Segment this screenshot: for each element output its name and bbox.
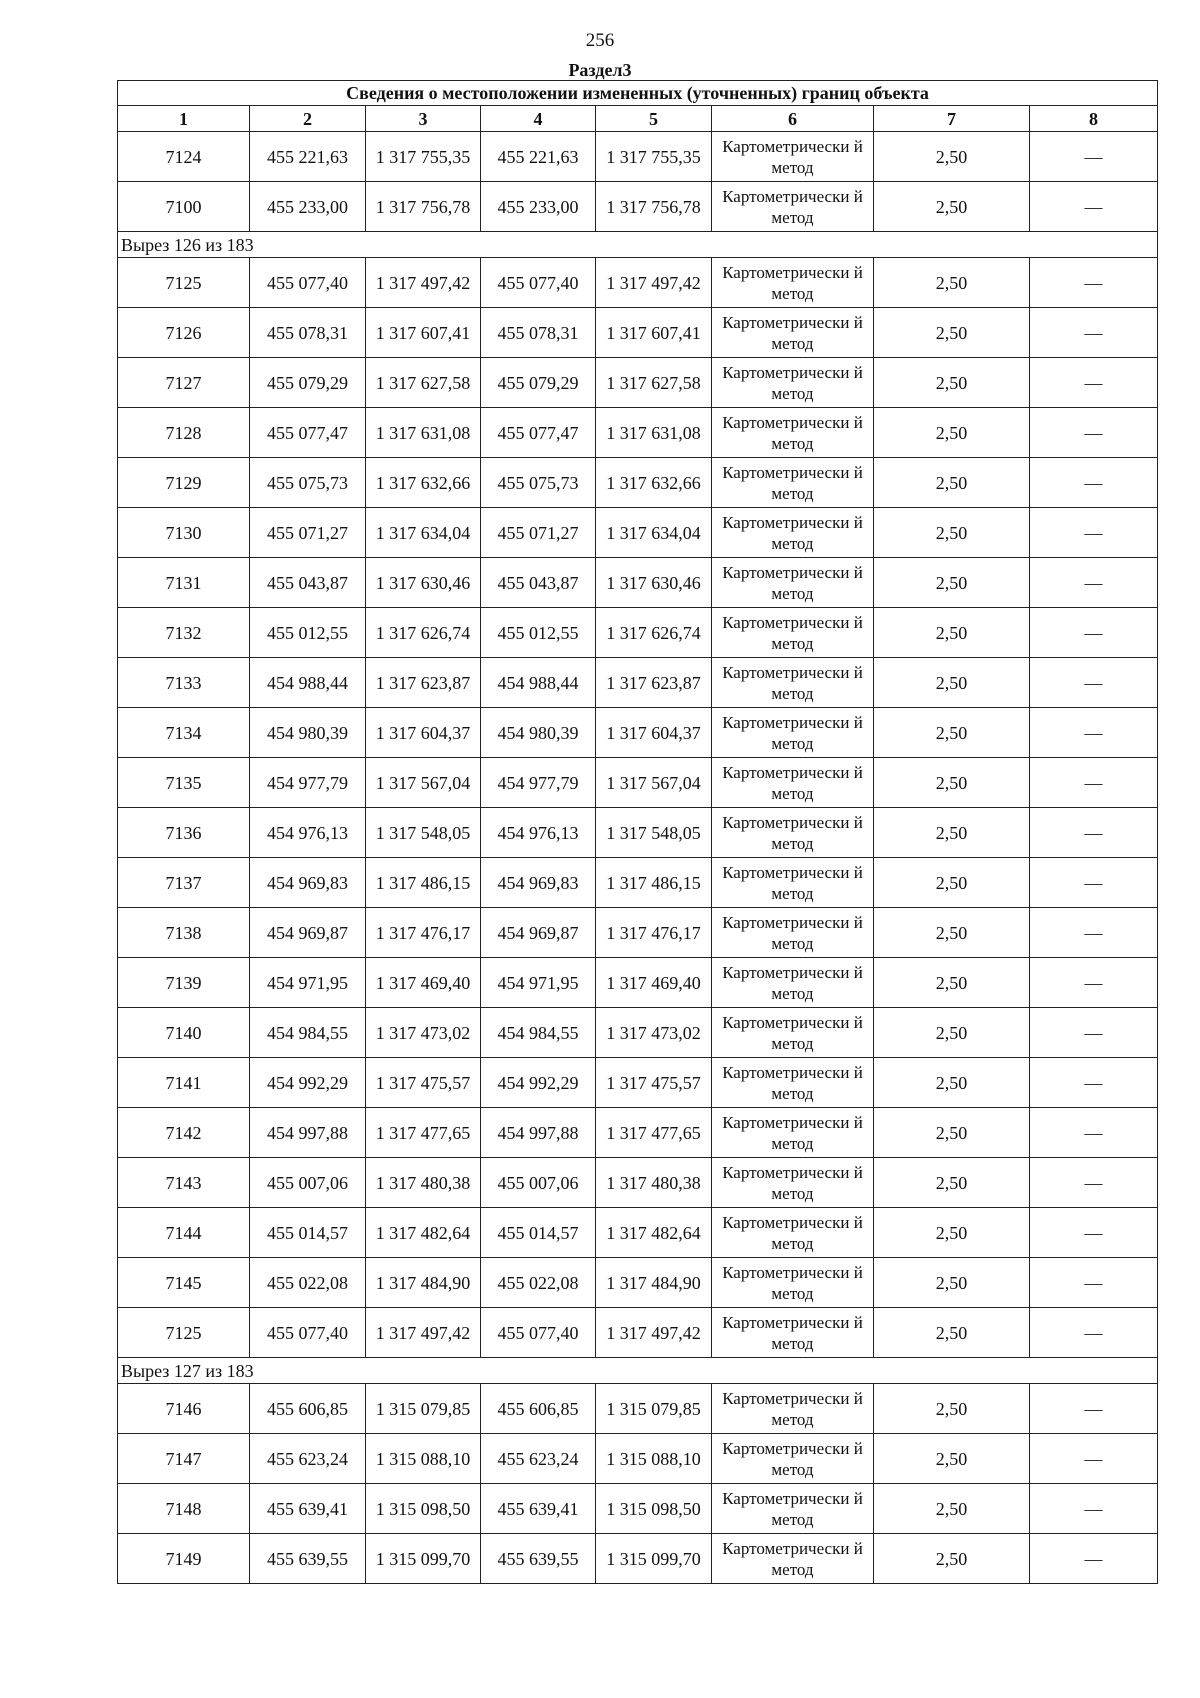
table-cell: Картометрически й метод bbox=[712, 658, 874, 708]
table-cell: 2,50 bbox=[874, 1158, 1030, 1208]
table-cell: — bbox=[1030, 1208, 1158, 1258]
table-cell: 1 317 607,41 bbox=[596, 308, 712, 358]
table-cell: 1 317 497,42 bbox=[366, 258, 481, 308]
table-cell: 454 984,55 bbox=[481, 1008, 596, 1058]
table-cell: — bbox=[1030, 1008, 1158, 1058]
table-row bbox=[118, 708, 1158, 758]
table-cell: 455 075,73 bbox=[250, 458, 366, 508]
cut-section-label: Вырез 126 из 183 bbox=[118, 232, 1158, 258]
table-cell: 1 315 099,70 bbox=[366, 1534, 481, 1584]
table-cell: 7141 bbox=[118, 1058, 250, 1108]
table-cell: — bbox=[1030, 908, 1158, 958]
table-row bbox=[118, 1058, 1158, 1108]
table-cell: — bbox=[1030, 1308, 1158, 1358]
table-cell: Картометрически й метод bbox=[712, 458, 874, 508]
table-cell: Картометрически й метод bbox=[712, 1258, 874, 1308]
table-cell: 1 317 756,78 bbox=[596, 182, 712, 232]
table-cell: 455 012,55 bbox=[481, 608, 596, 658]
table-cell: 455 007,06 bbox=[250, 1158, 366, 1208]
table-title: Сведения о местоположении измененных (уточненных) границ объекта bbox=[118, 81, 1158, 106]
table-cell: 1 317 469,40 bbox=[596, 958, 712, 1008]
table-cell: Картометрически й метод bbox=[712, 1158, 874, 1208]
table-cell: 454 997,88 bbox=[250, 1108, 366, 1158]
table-cell: 455 078,31 bbox=[481, 308, 596, 358]
table-cell: 455 639,55 bbox=[481, 1534, 596, 1584]
table-cell: 455 606,85 bbox=[481, 1384, 596, 1434]
table-cell: — bbox=[1030, 658, 1158, 708]
table-row bbox=[118, 1258, 1158, 1308]
table-cell: 2,50 bbox=[874, 1058, 1030, 1108]
table-cell: Картометрически й метод bbox=[712, 908, 874, 958]
table-cell: — bbox=[1030, 808, 1158, 858]
table-cell: 455 221,63 bbox=[481, 132, 596, 182]
table-cell: 1 317 630,46 bbox=[596, 558, 712, 608]
table-row bbox=[118, 1208, 1158, 1258]
table-cell: 2,50 bbox=[874, 1384, 1030, 1434]
table-row bbox=[118, 458, 1158, 508]
table-cell: 2,50 bbox=[874, 658, 1030, 708]
table-cell: — bbox=[1030, 1158, 1158, 1208]
table-cell: 7126 bbox=[118, 308, 250, 358]
table-cell: 7129 bbox=[118, 458, 250, 508]
table-cell: 454 976,13 bbox=[250, 808, 366, 858]
table-body bbox=[118, 132, 1158, 1584]
table-cell: 455 077,40 bbox=[481, 258, 596, 308]
column-header: 8 bbox=[1030, 106, 1158, 132]
table-cell: Картометрически й метод bbox=[712, 858, 874, 908]
table-row bbox=[118, 758, 1158, 808]
table-cell: Картометрически й метод bbox=[712, 808, 874, 858]
table-row bbox=[118, 182, 1158, 232]
table-cell: 1 317 623,87 bbox=[366, 658, 481, 708]
table-cell: 455 623,24 bbox=[481, 1434, 596, 1484]
table-cell: 1 315 098,50 bbox=[596, 1484, 712, 1534]
table-cell: Картометрически й метод bbox=[712, 182, 874, 232]
table-cell: 7131 bbox=[118, 558, 250, 608]
table-cell: — bbox=[1030, 1058, 1158, 1108]
table-cell: 1 317 475,57 bbox=[596, 1058, 712, 1108]
table-cell: Картометрически й метод bbox=[712, 1484, 874, 1534]
table-cell: Картометрически й метод bbox=[712, 708, 874, 758]
table-row bbox=[118, 608, 1158, 658]
table-cell: 455 075,73 bbox=[481, 458, 596, 508]
table-row bbox=[118, 508, 1158, 558]
table-cell: 455 078,31 bbox=[250, 308, 366, 358]
table-cell: 454 980,39 bbox=[250, 708, 366, 758]
table-cell: 2,50 bbox=[874, 1208, 1030, 1258]
table-cell: 1 317 482,64 bbox=[366, 1208, 481, 1258]
table-cell: 455 077,47 bbox=[250, 408, 366, 458]
table-cell: 2,50 bbox=[874, 708, 1030, 758]
table-cell: 454 977,79 bbox=[481, 758, 596, 808]
table-cell: 1 317 756,78 bbox=[366, 182, 481, 232]
table-cell: 1 317 630,46 bbox=[366, 558, 481, 608]
table-cell: — bbox=[1030, 358, 1158, 408]
table-cell: 7127 bbox=[118, 358, 250, 408]
table-cell: 1 317 477,65 bbox=[366, 1108, 481, 1158]
table-cell: 455 221,63 bbox=[250, 132, 366, 182]
table-cell: 1 317 632,66 bbox=[596, 458, 712, 508]
table-cell: Картометрически й метод bbox=[712, 1108, 874, 1158]
column-header: 5 bbox=[596, 106, 712, 132]
column-header: 3 bbox=[366, 106, 481, 132]
table-cell: — bbox=[1030, 1484, 1158, 1534]
table-cell: 1 317 626,74 bbox=[366, 608, 481, 658]
table-cell: 2,50 bbox=[874, 508, 1030, 558]
table-cell: Картометрически й метод bbox=[712, 1008, 874, 1058]
cut-section-row bbox=[118, 232, 1158, 258]
table-cell: Картометрически й метод bbox=[712, 1384, 874, 1434]
table-row bbox=[118, 1484, 1158, 1534]
table-cell: 7140 bbox=[118, 1008, 250, 1058]
table-cell: — bbox=[1030, 308, 1158, 358]
table-row bbox=[118, 1384, 1158, 1434]
table-cell: — bbox=[1030, 458, 1158, 508]
table-cell: 454 984,55 bbox=[250, 1008, 366, 1058]
table-cell: 455 079,29 bbox=[250, 358, 366, 408]
table-cell: 2,50 bbox=[874, 308, 1030, 358]
table-cell: 2,50 bbox=[874, 408, 1030, 458]
table-cell: 7136 bbox=[118, 808, 250, 858]
column-header: 6 bbox=[712, 106, 874, 132]
table-cell: 1 317 482,64 bbox=[596, 1208, 712, 1258]
table-cell: — bbox=[1030, 1434, 1158, 1484]
table-row bbox=[118, 908, 1158, 958]
table-row bbox=[118, 308, 1158, 358]
table-cell: 2,50 bbox=[874, 908, 1030, 958]
table-row bbox=[118, 1108, 1158, 1158]
table-cell: 455 071,27 bbox=[481, 508, 596, 558]
table-cell: Картометрически й метод bbox=[712, 1058, 874, 1108]
cut-section-row bbox=[118, 1358, 1158, 1384]
table-cell: 455 014,57 bbox=[481, 1208, 596, 1258]
table-cell: Картометрически й метод bbox=[712, 958, 874, 1008]
table-cell: 1 317 627,58 bbox=[596, 358, 712, 408]
table-cell: Картометрически й метод bbox=[712, 758, 874, 808]
table-cell: — bbox=[1030, 708, 1158, 758]
table-cell: Картометрически й метод bbox=[712, 408, 874, 458]
table-cell: 455 606,85 bbox=[250, 1384, 366, 1434]
table-cell: 2,50 bbox=[874, 1108, 1030, 1158]
table-cell: 1 317 475,57 bbox=[366, 1058, 481, 1108]
table-cell: 2,50 bbox=[874, 858, 1030, 908]
table-row bbox=[118, 1158, 1158, 1208]
table-cell: 1 315 099,70 bbox=[596, 1534, 712, 1584]
table-cell: 7142 bbox=[118, 1108, 250, 1158]
table-cell: 1 317 627,58 bbox=[366, 358, 481, 408]
table-cell: 454 988,44 bbox=[481, 658, 596, 708]
table-cell: 1 317 486,15 bbox=[596, 858, 712, 908]
section-title: Раздел3 bbox=[568, 60, 632, 80]
column-header-row bbox=[118, 106, 1158, 132]
table-cell: 1 317 473,02 bbox=[596, 1008, 712, 1058]
table-cell: Картометрически й метод bbox=[712, 1434, 874, 1484]
table-cell: 455 077,40 bbox=[481, 1308, 596, 1358]
table-cell: 455 233,00 bbox=[481, 182, 596, 232]
table-cell: 1 317 755,35 bbox=[596, 132, 712, 182]
table-cell: 455 007,06 bbox=[481, 1158, 596, 1208]
table-cell: 1 317 626,74 bbox=[596, 608, 712, 658]
table-cell: 7130 bbox=[118, 508, 250, 558]
table-cell: 454 980,39 bbox=[481, 708, 596, 758]
table-row bbox=[118, 258, 1158, 308]
table-cell: 7134 bbox=[118, 708, 250, 758]
table-cell: 7147 bbox=[118, 1434, 250, 1484]
table-cell: 2,50 bbox=[874, 758, 1030, 808]
table-row bbox=[118, 408, 1158, 458]
column-header: 2 bbox=[250, 106, 366, 132]
table-cell: 2,50 bbox=[874, 358, 1030, 408]
table-cell: 7149 bbox=[118, 1534, 250, 1584]
table-cell: 454 988,44 bbox=[250, 658, 366, 708]
table-cell: Картометрически й метод bbox=[712, 508, 874, 558]
table-cell: Картометрически й метод bbox=[712, 608, 874, 658]
table-row bbox=[118, 358, 1158, 408]
table-cell: 1 317 634,04 bbox=[596, 508, 712, 558]
table-cell: 455 043,87 bbox=[481, 558, 596, 608]
table-cell: 1 317 480,38 bbox=[366, 1158, 481, 1208]
table-cell: 7124 bbox=[118, 132, 250, 182]
table-cell: 1 317 567,04 bbox=[596, 758, 712, 808]
table-cell: Картометрически й метод bbox=[712, 258, 874, 308]
table-cell: 1 317 497,42 bbox=[596, 1308, 712, 1358]
table-cell: 454 969,87 bbox=[481, 908, 596, 958]
table-cell: 1 317 480,38 bbox=[596, 1158, 712, 1208]
table-row bbox=[118, 808, 1158, 858]
page-number: 256 bbox=[585, 30, 615, 51]
column-header: 4 bbox=[481, 106, 596, 132]
table-cell: 1 317 631,08 bbox=[596, 408, 712, 458]
table-cell: 1 317 469,40 bbox=[366, 958, 481, 1008]
table-cell: 1 317 476,17 bbox=[596, 908, 712, 958]
table-cell: 454 997,88 bbox=[481, 1108, 596, 1158]
table-cell: 7135 bbox=[118, 758, 250, 808]
table-cell: — bbox=[1030, 558, 1158, 608]
table-cell: 2,50 bbox=[874, 1434, 1030, 1484]
table-cell: 1 317 477,65 bbox=[596, 1108, 712, 1158]
table-cell: 2,50 bbox=[874, 182, 1030, 232]
table-cell: 7133 bbox=[118, 658, 250, 708]
table-cell: 2,50 bbox=[874, 1008, 1030, 1058]
table-cell: 455 022,08 bbox=[250, 1258, 366, 1308]
table-cell: 455 077,40 bbox=[250, 1308, 366, 1358]
table-cell: Картометрически й метод bbox=[712, 1534, 874, 1584]
table-cell: 454 977,79 bbox=[250, 758, 366, 808]
table-cell: 455 022,08 bbox=[481, 1258, 596, 1308]
table-cell: 455 012,55 bbox=[250, 608, 366, 658]
table-row bbox=[118, 1308, 1158, 1358]
table-cell: 455 043,87 bbox=[250, 558, 366, 608]
table-cell: 2,50 bbox=[874, 258, 1030, 308]
table-title-row bbox=[118, 81, 1158, 106]
table-cell: 1 317 497,42 bbox=[596, 258, 712, 308]
table-row bbox=[118, 658, 1158, 708]
table-cell: 7146 bbox=[118, 1384, 250, 1434]
boundary-coordinates-table bbox=[117, 80, 1158, 1584]
table-cell: 455 639,41 bbox=[481, 1484, 596, 1534]
table-cell: 2,50 bbox=[874, 1484, 1030, 1534]
table-cell: — bbox=[1030, 258, 1158, 308]
table-cell: 454 971,95 bbox=[250, 958, 366, 1008]
table-cell: Картометрически й метод bbox=[712, 308, 874, 358]
table-cell: — bbox=[1030, 958, 1158, 1008]
table-cell: 2,50 bbox=[874, 458, 1030, 508]
table-cell: — bbox=[1030, 408, 1158, 458]
table-cell: — bbox=[1030, 508, 1158, 558]
table-cell: 1 317 567,04 bbox=[366, 758, 481, 808]
table-row bbox=[118, 132, 1158, 182]
table-cell: 454 992,29 bbox=[250, 1058, 366, 1108]
table-cell: — bbox=[1030, 1384, 1158, 1434]
table-cell: 454 969,87 bbox=[250, 908, 366, 958]
table-cell: 7132 bbox=[118, 608, 250, 658]
table-cell: 1 317 486,15 bbox=[366, 858, 481, 908]
table-cell: 455 623,24 bbox=[250, 1434, 366, 1484]
table-cell: 1 317 484,90 bbox=[366, 1258, 481, 1308]
table-cell: 1 315 088,10 bbox=[596, 1434, 712, 1484]
table-cell: 1 315 079,85 bbox=[366, 1384, 481, 1434]
table-cell: 2,50 bbox=[874, 958, 1030, 1008]
table-cell: — bbox=[1030, 858, 1158, 908]
table-cell: 7128 bbox=[118, 408, 250, 458]
table-cell: 454 992,29 bbox=[481, 1058, 596, 1108]
table-cell: 454 969,83 bbox=[250, 858, 366, 908]
table-row bbox=[118, 558, 1158, 608]
table-cell: 455 233,00 bbox=[250, 182, 366, 232]
table-cell: — bbox=[1030, 182, 1158, 232]
table-cell: Картометрически й метод bbox=[712, 358, 874, 408]
table-cell: 2,50 bbox=[874, 132, 1030, 182]
table-cell: 7148 bbox=[118, 1484, 250, 1534]
table-row bbox=[118, 1534, 1158, 1584]
table-cell: — bbox=[1030, 132, 1158, 182]
table-cell: 7125 bbox=[118, 258, 250, 308]
table-cell: 1 317 484,90 bbox=[596, 1258, 712, 1308]
table-cell: 2,50 bbox=[874, 808, 1030, 858]
table-cell: 455 639,41 bbox=[250, 1484, 366, 1534]
cut-section-label: Вырез 127 из 183 bbox=[118, 1358, 1158, 1384]
table-cell: Картометрически й метод bbox=[712, 132, 874, 182]
table-cell: 7144 bbox=[118, 1208, 250, 1258]
table-cell: 2,50 bbox=[874, 608, 1030, 658]
table-cell: 1 317 634,04 bbox=[366, 508, 481, 558]
table-cell: 1 317 604,37 bbox=[366, 708, 481, 758]
table-cell: 7100 bbox=[118, 182, 250, 232]
table-cell: 7145 bbox=[118, 1258, 250, 1308]
table-cell: 455 639,55 bbox=[250, 1534, 366, 1584]
table-cell: 455 077,47 bbox=[481, 408, 596, 458]
table-cell: 1 317 755,35 bbox=[366, 132, 481, 182]
table-cell: 1 317 497,42 bbox=[366, 1308, 481, 1358]
table-cell: 7137 bbox=[118, 858, 250, 908]
table-row bbox=[118, 1434, 1158, 1484]
table-cell: 7125 bbox=[118, 1308, 250, 1358]
table-cell: 455 077,40 bbox=[250, 258, 366, 308]
table-cell: 1 317 476,17 bbox=[366, 908, 481, 958]
table-row bbox=[118, 958, 1158, 1008]
table-cell: 7139 bbox=[118, 958, 250, 1008]
table-cell: 2,50 bbox=[874, 1258, 1030, 1308]
table-cell: 2,50 bbox=[874, 1308, 1030, 1358]
table-row bbox=[118, 1008, 1158, 1058]
table-cell: 1 317 631,08 bbox=[366, 408, 481, 458]
table-cell: — bbox=[1030, 1534, 1158, 1584]
table-cell: 1 317 632,66 bbox=[366, 458, 481, 508]
table-cell: 7143 bbox=[118, 1158, 250, 1208]
table-cell: 455 071,27 bbox=[250, 508, 366, 558]
table-cell: 1 317 548,05 bbox=[366, 808, 481, 858]
column-header: 1 bbox=[118, 106, 250, 132]
table-cell: — bbox=[1030, 1108, 1158, 1158]
table-cell: 2,50 bbox=[874, 558, 1030, 608]
table-cell: 7138 bbox=[118, 908, 250, 958]
table-cell: 454 976,13 bbox=[481, 808, 596, 858]
table-cell: 1 317 548,05 bbox=[596, 808, 712, 858]
table-cell: 1 315 098,50 bbox=[366, 1484, 481, 1534]
table-cell: 454 971,95 bbox=[481, 958, 596, 1008]
table-cell: 1 317 473,02 bbox=[366, 1008, 481, 1058]
table-cell: Картометрически й метод bbox=[712, 1208, 874, 1258]
table-cell: — bbox=[1030, 1258, 1158, 1308]
table-cell: 2,50 bbox=[874, 1534, 1030, 1584]
table-cell: Картометрически й метод bbox=[712, 558, 874, 608]
table-cell: 455 014,57 bbox=[250, 1208, 366, 1258]
table-cell: Картометрически й метод bbox=[712, 1308, 874, 1358]
table-cell: — bbox=[1030, 608, 1158, 658]
table-cell: — bbox=[1030, 758, 1158, 808]
table-cell: 1 317 623,87 bbox=[596, 658, 712, 708]
table-cell: 455 079,29 bbox=[481, 358, 596, 408]
table-cell: 1 315 079,85 bbox=[596, 1384, 712, 1434]
column-header: 7 bbox=[874, 106, 1030, 132]
table-cell: 1 315 088,10 bbox=[366, 1434, 481, 1484]
table-row bbox=[118, 858, 1158, 908]
table-cell: 1 317 607,41 bbox=[366, 308, 481, 358]
table-cell: 454 969,83 bbox=[481, 858, 596, 908]
table-cell: 1 317 604,37 bbox=[596, 708, 712, 758]
